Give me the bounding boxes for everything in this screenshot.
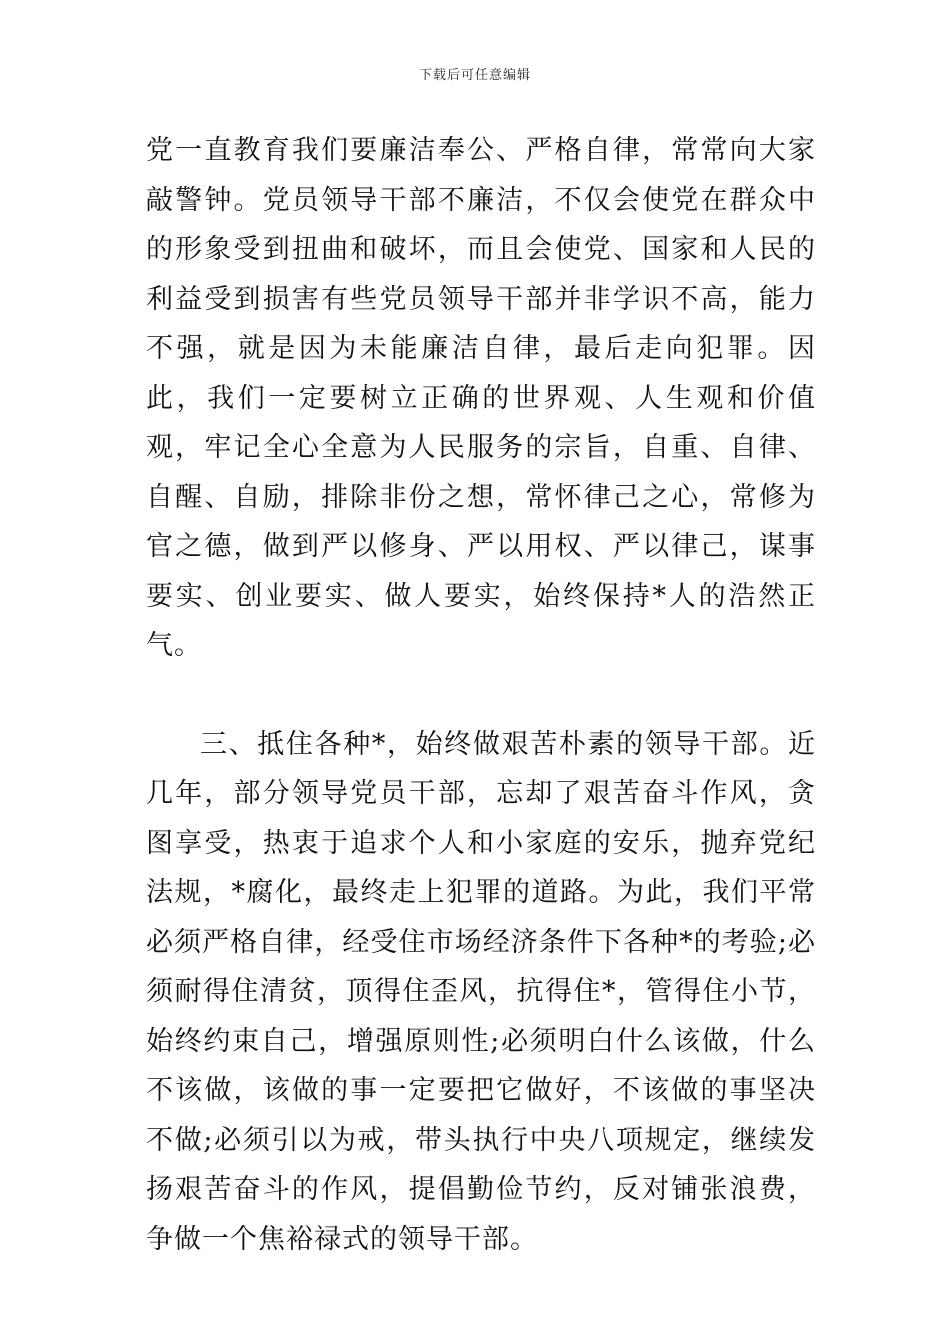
document-body — [146, 126, 816, 1264]
header-note: 下载后可任意编辑 — [418, 68, 531, 83]
paragraph-frugality: 三、抵住各种*，始终做艰苦朴素的领导干部。近几年，部分领导党员干部，忘却了艰苦奋斗作风，贪图享受，热衷于追求个人和小家庭的安乐，抛弃党纪法规，*腐化，最终走上犯罪的道路。为此，我们平常必须严格自律，经受住市场经济条件下各种*的考验;必须耐得住清贫，顶得住歪风，抗得住*，管得住小节，始终约束自己，增强原则性;必须明白什么该做，什么不该做，该做的事一定要把它做好，不该做的事坚决不做;必须引以为戒，带头执行中央八项规定，继续发扬艰苦奋斗的作风，提倡勤俭节约，反对铺张浪费，争做一个焦裕禄式的领导干部。 — [146, 728, 816, 1255]
paragraph-integrity: 党一直教育我们要廉洁奉公、严格自律，常常向大家敲警钟。党员领导干部不廉洁，不仅会使党在群众中的形象受到扭曲和破坏，而且会使党、国家和人民的利益受到损害有些党员领导干部并非学识不高，能力不强，就是因为未能廉洁自律，最后走向犯罪。因此，我们一定要树立正确的世界观、人生观和价值观，牢记全心全意为人民服务的宗旨，自重、自律、自醒、自励，排除非份之想，常怀律己之心，常修为官之德，做到严以修身、严以用权、严以律己，谋事要实、创业要实、做人要实，始终保持*人的浩然正气。 — [146, 135, 816, 661]
